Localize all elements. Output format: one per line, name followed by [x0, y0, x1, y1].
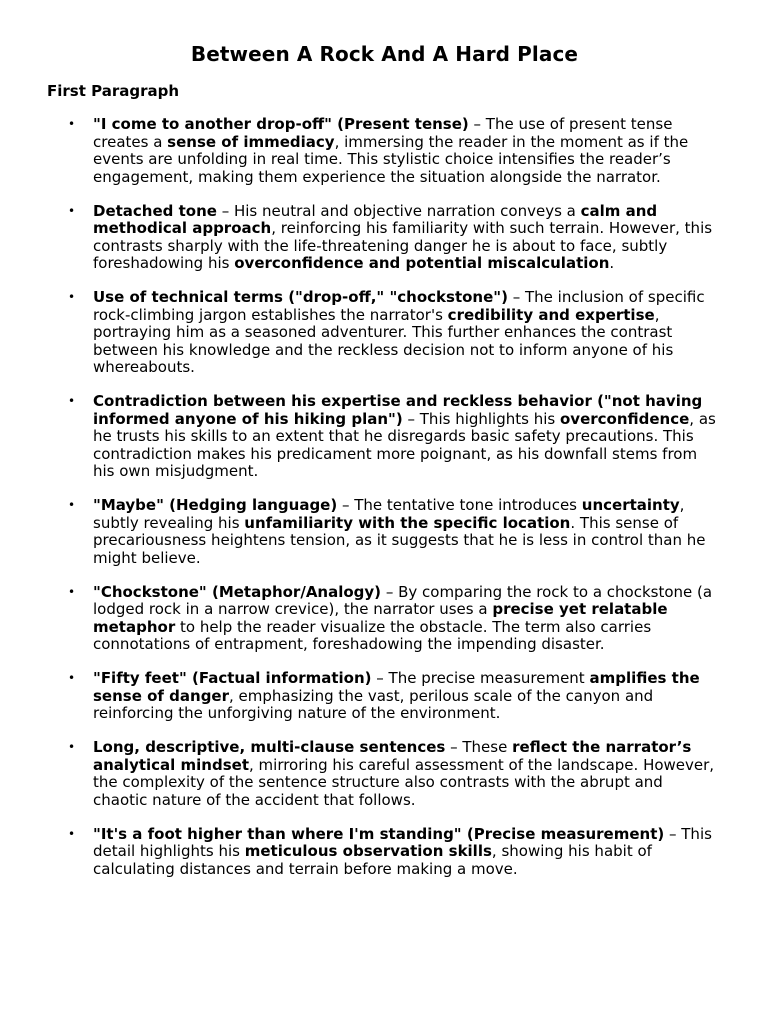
bullet-icon: •: [68, 671, 76, 685]
bullet-text: [93, 825, 712, 878]
text-run: , immersing the reader in the moment as if the events are unfolding in real time. This stylistic choice intensifies the reader’s engagement, making them experience the situation alongside the narrator.: [93, 132, 689, 186]
bullet-icon: •: [68, 498, 76, 512]
bold-phrase: Contradiction between his expertise and reckless behavior ("not having informed anyone of his hiking plan"): [93, 392, 703, 428]
bold-phrase: Use of technical terms ("drop-off," "chockstone"): [93, 288, 508, 306]
bold-phrase: overconfidence and potential miscalculation: [234, 254, 610, 272]
text-run: , subtly revealing his: [93, 496, 685, 532]
list-item: [47, 670, 722, 723]
bullet-text: [93, 496, 705, 567]
bullet-text: [93, 392, 716, 480]
bullet-icon: •: [68, 290, 76, 304]
bold-phrase: amplifies the sense of danger: [93, 669, 700, 705]
list-item: [47, 739, 722, 809]
bold-phrase: meticulous observation skills: [244, 842, 492, 860]
bold-phrase: "It's a foot higher than where I'm standing" (Precise measurement): [93, 824, 665, 843]
bullet-icon: •: [68, 394, 76, 408]
bold-phrase: uncertainty: [581, 496, 680, 514]
list-item: [47, 826, 722, 879]
bold-phrase: precise yet relatable metaphor: [93, 600, 668, 636]
bold-phrase: "Fifty feet" (Factual information): [93, 669, 372, 687]
text-run: – His neutral and objective narration conveys a: [216, 201, 581, 220]
bullet-text: [93, 202, 712, 273]
list-item: [47, 497, 722, 567]
text-run: , reinforcing his familiarity with such terrain. However, this contrasts sharply with the life-threatening danger he is about to face, subtly foreshadowing his: [93, 219, 713, 272]
bullet-text: [93, 288, 705, 376]
list-item: [47, 393, 722, 481]
bold-phrase: Detached tone: [93, 201, 217, 220]
bold-phrase: unfamiliarity with the specific location: [244, 513, 571, 532]
bold-phrase: overconfidence: [559, 409, 690, 428]
text-run: , showing his habit of calculating distances and terrain before making a move.: [93, 842, 652, 878]
list-item: [47, 203, 722, 273]
list-item: [47, 289, 722, 377]
bullet-text: [93, 115, 688, 186]
bullet-text: [93, 738, 714, 809]
text-run: – By comparing the rock to a chockstone (a lodged rock in a narrow crevice), the narrator uses a: [93, 582, 713, 618]
text-run: – The use of present tense creates a: [93, 115, 673, 151]
text-run: – These: [445, 738, 513, 756]
bold-phrase: sense of immediacy: [167, 132, 335, 151]
bullet-text: [93, 669, 700, 722]
text-run: . This sense of precariousness heightens tension, as it suggests that he is less in control than he might believe.: [93, 513, 706, 567]
document-title: Between A Rock And A Hard Place: [190, 42, 579, 66]
bold-phrase: calm and methodical approach: [93, 201, 658, 237]
bold-phrase: "Maybe" (Hedging language): [93, 496, 338, 514]
text-run: – The tentative tone introduces: [337, 496, 582, 514]
bold-phrase: Long, descriptive, multi-clause sentences: [93, 738, 446, 756]
text-run: – The precise measurement: [371, 669, 590, 687]
text-run: , portraying him as a seasoned adventurer. This further enhances the contrast between his knowledge and the reckless decision not to inform anyone of his whereabouts.: [93, 305, 674, 376]
bullet-icon: •: [68, 117, 76, 131]
bold-phrase: reflect the narrator’s analytical mindset: [93, 738, 692, 774]
bullet-icon: •: [68, 203, 76, 218]
text-run: – This highlights his: [402, 409, 560, 428]
text-run: – The inclusion of specific rock-climbing jargon establishes the narrator's: [93, 288, 705, 324]
text-run: to help the reader visualize the obstacle. The term also carries connotations of entrapment, foreshadowing the impending disaster.: [93, 617, 652, 653]
text-run: , mirroring his careful assessment of the landscape. However, the complexity of the sentence structure also contrasts with the abrupt and chaotic nature of the accident that follows.: [93, 755, 715, 809]
bullet-icon: •: [68, 584, 76, 599]
bold-phrase: credibility and expertise: [447, 305, 655, 324]
bullet-icon: •: [68, 826, 76, 841]
text-run: – This detail highlights his: [93, 824, 712, 860]
text-run: .: [609, 254, 615, 272]
bullet-list: [47, 116, 722, 878]
bullet-text: [93, 583, 712, 654]
bold-phrase: "I come to another drop-off" (Present tense): [93, 115, 469, 133]
text-run: , emphasizing the vast, perilous scale of the canyon and reinforcing the unforgiving nature of the environment.: [93, 686, 654, 722]
section-heading: First Paragraph: [47, 82, 180, 100]
bold-phrase: "Chockstone" (Metaphor/Analogy): [93, 582, 382, 601]
bullet-icon: •: [68, 740, 76, 754]
text-run: , as he trusts his skills to an extent that he disregards basic safety precautions. This contradiction makes his predicament more poignant, as his downfall stems from his own misjudgment.: [93, 409, 716, 480]
list-item: [47, 116, 722, 186]
list-item: [47, 584, 722, 654]
